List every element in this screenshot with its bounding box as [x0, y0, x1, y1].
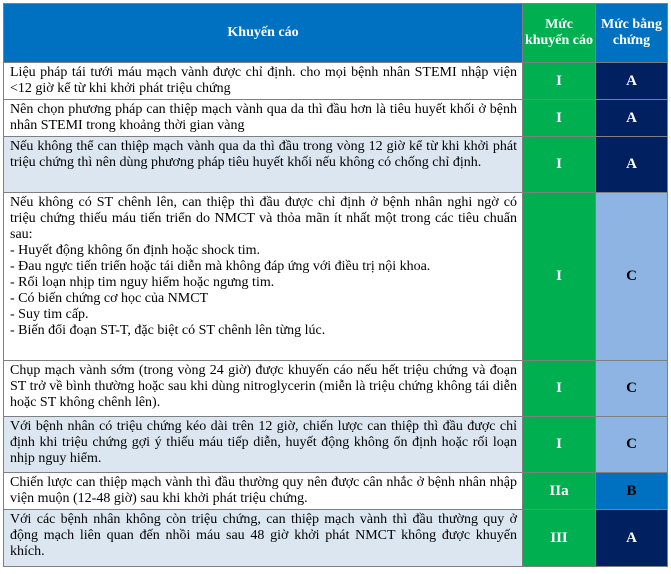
recommendation-line: Chụp mạch vành sớm (trong vòng 24 giờ) được khuyến cáo nếu hết triệu chứng và đoạn ST trở về bình thường hoặc sau khi dùng nitroglycerin (miễn là triệu chứng không tái diễn hoặc ST không chênh lên). [10, 363, 517, 410]
table-row [4, 100, 668, 137]
recommendation-line: Nếu không có ST chênh lên, can thiệp thì đầu được chỉ định ở bệnh nhân nghi ngờ có triệu chứng thiếu máu tiến triển do NMCT và thỏa mãn ít nhất một trong các tiêu chuẩn sau: [10, 195, 517, 242]
recommendation-line: Nếu không thể can thiệp mạch vành qua da thì đầu trong vòng 12 giờ kể từ khi khởi phát triệu chứng thì nên dùng phương pháp tiêu huyết khối nếu không có chống chỉ định. [10, 139, 517, 170]
rec-level-cell: IIa [523, 473, 596, 510]
recommendation-line: Với các bệnh nhân không còn triệu chứng, can thiệp mạch vành thì đầu thường quy ở động mạch liên quan đến nhồi máu sau 48 giờ khởi phát NMCT không được khuyến khích. [10, 512, 517, 559]
recommendation-text [4, 193, 523, 361]
evidence-level-cell: A [596, 63, 668, 100]
table-row [4, 510, 668, 567]
rec-level-cell: I [523, 193, 596, 361]
recommendation-line: - Huyết động không ổn định hoặc shock tim. [10, 243, 261, 258]
recommendation-line: - Đau ngực tiến triển hoặc tái diễn mà không đáp ứng với điều trị nội khoa. [10, 259, 431, 274]
table-row [4, 417, 668, 473]
evidence-level-cell: B [596, 473, 668, 510]
recommendation-text [4, 510, 523, 567]
table-body [4, 63, 668, 567]
header-recommendation: Khuyến cáo [4, 4, 523, 63]
header-evidence-level: Mức bằng chứng [596, 4, 668, 63]
rec-level-cell: I [523, 137, 596, 193]
rec-level-cell: I [523, 361, 596, 417]
recommendation-line: - Có biến chứng cơ học của NMCT [10, 291, 209, 306]
evidence-level-cell: A [596, 510, 668, 567]
recommendation-line: Chiến lược can thiệp mạch vành thì đầu thường quy nên được cân nhắc ở bệnh nhân nhập viện muộn (12-48 giờ) sau khi khởi phát triệu chứng. [10, 475, 517, 506]
recommendation-text [4, 361, 523, 417]
evidence-level-cell: C [596, 193, 668, 361]
evidence-level-cell: C [596, 417, 668, 473]
recommendation-line: - Rối loạn nhịp tim nguy hiểm hoặc ngưng tim. [10, 275, 275, 290]
table-row [4, 137, 668, 193]
rec-level-cell: III [523, 510, 596, 567]
recommendation-text [4, 417, 523, 473]
recommendation-line: - Biến đổi đoạn ST-T, đặc biệt có ST chênh lên từng lúc. [10, 323, 326, 338]
evidence-level-cell: C [596, 361, 668, 417]
recommendation-text [4, 473, 523, 510]
recommendation-line: Với bệnh nhân có triệu chứng kéo dài trên 12 giờ, chiến lược can thiệp thì đầu được chỉ định khi triệu chứng gợi ý thiếu máu tiếp diễn, huyết động không ổn định hoặc rối loạn nhịp nguy hiểm. [10, 419, 517, 466]
recommendation-table [3, 3, 668, 567]
recommendation-line: Liệu pháp tái tưới máu mạch vành được chỉ định. cho mọi bệnh nhân STEMI nhập viện <12 giờ kể từ khi khởi phát triệu chứng [10, 65, 517, 96]
recommendation-text [4, 137, 523, 193]
recommendation-text [4, 63, 523, 100]
table-row [4, 473, 668, 510]
table-row [4, 193, 668, 361]
header-rec-level: Mức khuyến cáo [523, 4, 596, 63]
recommendation-line: Nên chọn phương pháp can thiệp mạch vành qua da thì đầu hơn là tiêu huyết khối ở bệnh nhân STEMI trong khoảng thời gian vàng [10, 102, 517, 133]
evidence-level-cell: A [596, 100, 668, 137]
table-row [4, 361, 668, 417]
evidence-level-cell: A [596, 137, 668, 193]
rec-level-cell: I [523, 63, 596, 100]
recommendation-line: - Suy tim cấp. [10, 307, 89, 322]
rec-level-cell: I [523, 417, 596, 473]
header-row [4, 4, 668, 63]
recommendation-text [4, 100, 523, 137]
rec-level-cell: I [523, 100, 596, 137]
table-row [4, 63, 668, 100]
